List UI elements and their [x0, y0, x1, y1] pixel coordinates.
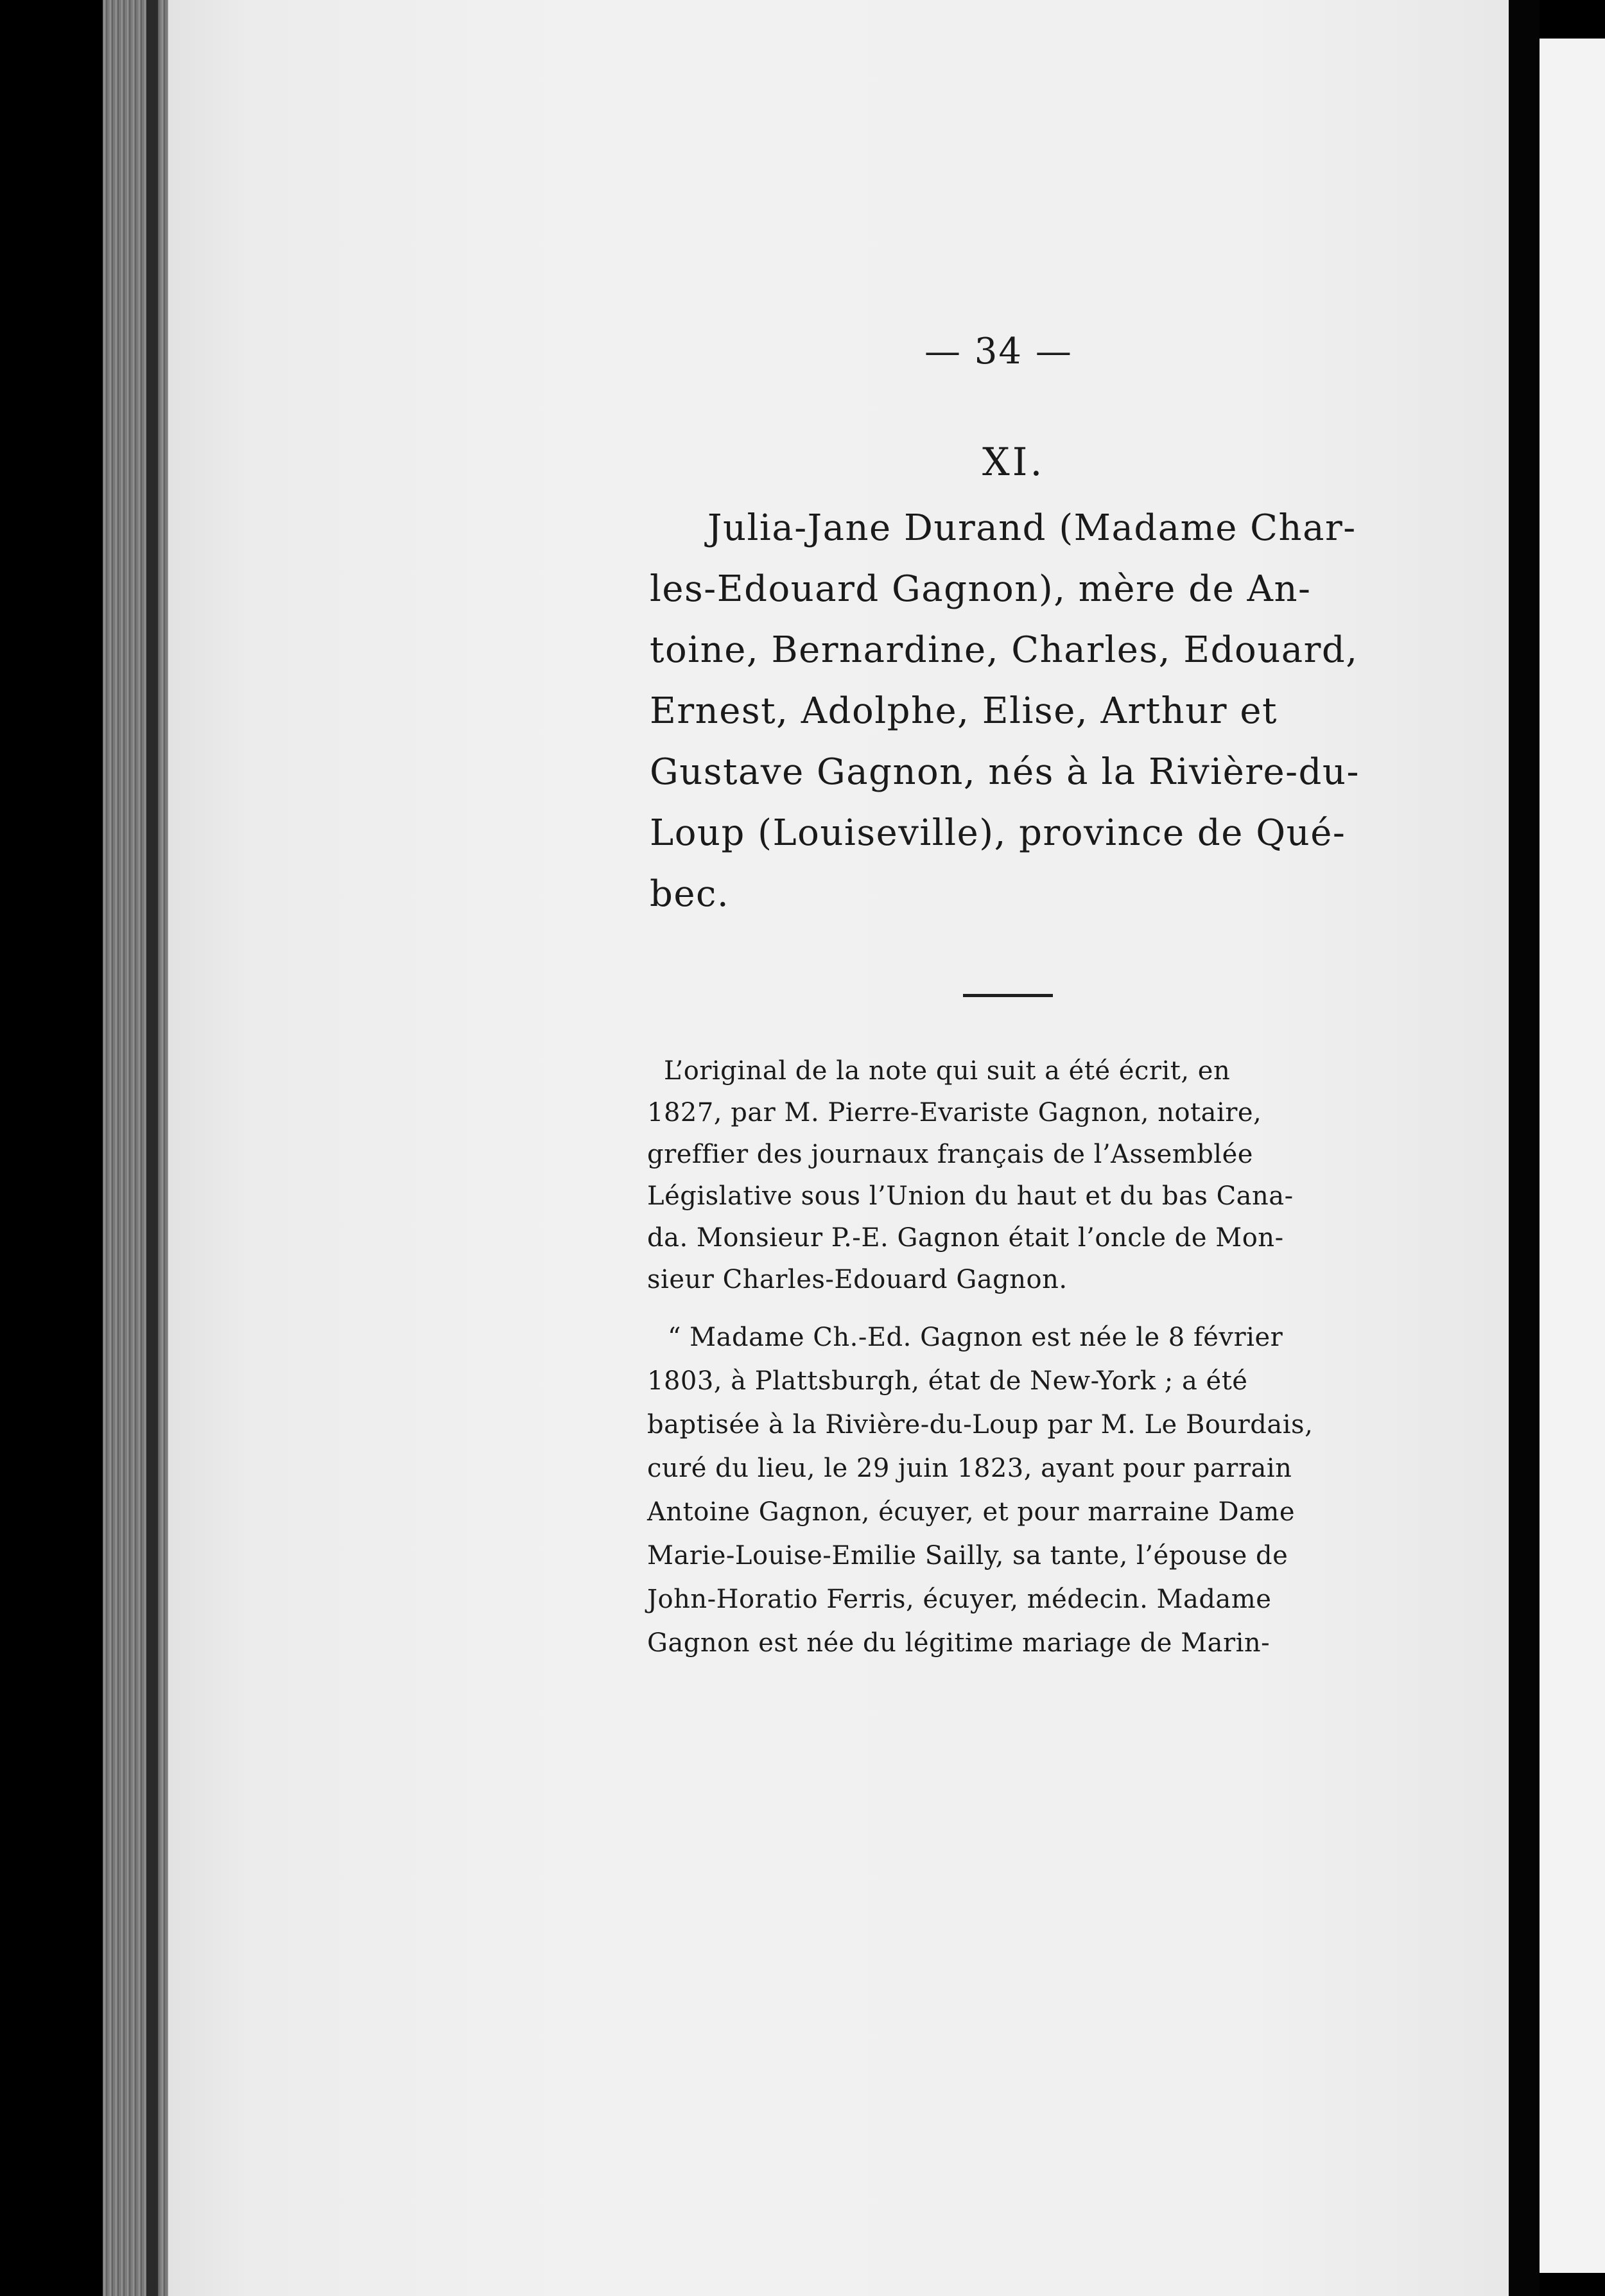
page-number-header: — 34 — — [924, 331, 1073, 372]
title-line: toine, Bernardine, Charles, Edouard, — [650, 629, 1358, 671]
note-line: greffier des journaux français de l’Assemblée — [647, 1140, 1253, 1169]
section-number: XI. — [982, 440, 1045, 485]
quote-line: “ Madame Ch.-Ed. Gagnon est née le 8 février — [668, 1323, 1283, 1352]
quote-line: baptisée à la Rivière-du-Loup par M. Le Bourdais, — [647, 1410, 1314, 1439]
title-line: Loup (Louiseville), province de Qué- — [650, 812, 1346, 854]
quote-line: Gagnon est née du légitime mariage de Marin- — [647, 1628, 1271, 1658]
adjacent-page-sliver — [1540, 39, 1605, 2273]
title-line: Gustave Gagnon, nés à la Rivière-du- — [650, 751, 1360, 793]
note-line: L’original de la note qui suit a été écrit, en — [664, 1056, 1231, 1086]
note-line: 1827, par M. Pierre-Evariste Gagnon, notaire, — [647, 1098, 1262, 1127]
book-spine-shadow — [146, 0, 158, 2296]
section-divider-rule — [963, 994, 1053, 997]
note-line: Législative sous l’Union du haut et du bas Cana- — [647, 1181, 1294, 1211]
note-line: sieur Charles-Edouard Gagnon. — [647, 1265, 1068, 1294]
quote-line: 1803, à Plattsburgh, état de New-York ; a été — [647, 1366, 1248, 1396]
right-gutter — [1509, 0, 1540, 2296]
title-line: les-Edouard Gagnon), mère de An- — [650, 568, 1312, 610]
title-line: Ernest, Adolphe, Elise, Arthur et — [650, 690, 1278, 732]
quote-line: Antoine Gagnon, écuyer, et pour marraine Dame — [647, 1497, 1296, 1527]
note-line: da. Monsieur P.-E. Gagnon était l’oncle de Mon- — [647, 1223, 1284, 1253]
quote-line: John-Horatio Ferris, écuyer, médecin. Madame — [647, 1585, 1272, 1614]
title-line: Julia-Jane Durand (Madame Char- — [707, 507, 1357, 549]
quote-line: Marie-Louise-Emilie Sailly, sa tante, l’épouse de — [647, 1541, 1288, 1570]
title-line: bec. — [650, 873, 730, 915]
quote-line: curé du lieu, le 29 juin 1823, ayant pour parrain — [647, 1454, 1292, 1483]
book-page-edges — [103, 0, 173, 2296]
